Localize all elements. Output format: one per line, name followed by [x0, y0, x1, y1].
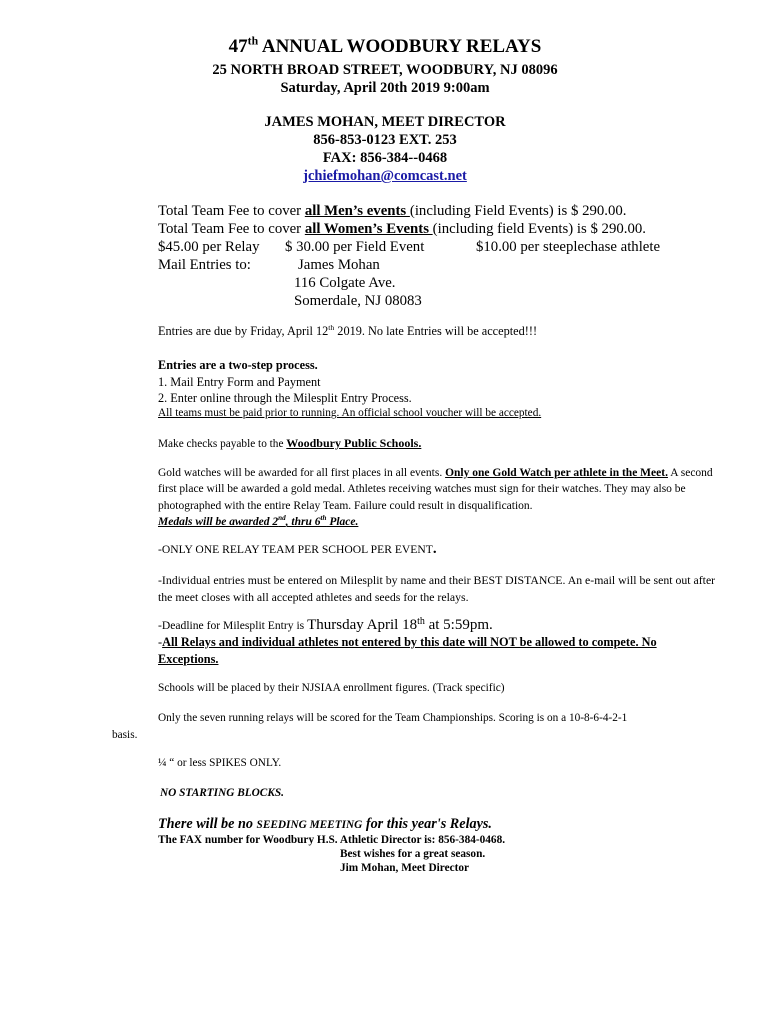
deadline-pre: -Deadline for Milesplit Entry is: [158, 619, 308, 632]
deadline-time: at 5:59pm.: [424, 617, 493, 633]
men-fee-pre: Total Team Fee to cover: [158, 203, 305, 219]
men-fee-emphasis: all Men’s events: [304, 203, 410, 219]
scoring-rule-continued: basis.: [112, 729, 138, 741]
no-seeding-meeting: [158, 816, 492, 833]
title-text: ANNUAL WOODBURY RELAYS: [258, 36, 542, 57]
due-sup: th: [328, 322, 335, 332]
relay-fee: $45.00 per Relay: [158, 239, 260, 255]
women-fee-emphasis: all Women’s Events: [304, 221, 433, 237]
director-fax: FAX: 856-384--0468: [322, 150, 448, 166]
checks-payee: Woodbury Public Schools.: [286, 436, 422, 450]
medals-post: Place.: [326, 516, 359, 529]
one-relay-dot: .: [432, 541, 437, 557]
athletic-director-fax: The FAX number for Woodbury H.S. Athletic Director is: 856-384-0468.: [158, 834, 506, 846]
deadline-sup: th: [417, 616, 425, 628]
one-relay-text: -ONLY ONE RELAY TEAM PER SCHOOL PER EVENT: [158, 543, 433, 556]
signature: Jim Mohan, Meet Director: [340, 862, 470, 874]
medals-pre: Medals will be awarded 2: [158, 516, 279, 529]
process-heading: Entries are a two-step process.: [158, 358, 318, 372]
not-entered-dash: -: [158, 635, 163, 649]
director-phone: 856-853-0123 EXT. 253: [313, 132, 457, 148]
medals-mid: , thru 6: [285, 516, 321, 529]
payment-note: All teams must be paid prior to running. An official school voucher will be accepted.: [158, 407, 542, 419]
seeding-post: for this year's Relays.: [362, 816, 492, 832]
meet-date: Saturday, April 20th 2019 9:00am: [280, 80, 490, 96]
no-blocks-rule: NO STARTING BLOCKS.: [160, 787, 284, 799]
men-fee-line: [158, 203, 626, 220]
medals-sup-1: nd: [278, 514, 286, 523]
not-entered-rule: [158, 634, 718, 667]
process-step-1: 1. Mail Entry Form and Payment: [158, 375, 321, 389]
mail-entries-label: Mail Entries to:: [158, 257, 251, 273]
watches-post: A second first place will be awarded a gold medal. Athletes receiving watches must sign for their watches. They may also be photographed with the entire Relay Team. Failure could result in disqualification.: [158, 467, 713, 512]
mail-street: 116 Colgate Ave.: [294, 275, 396, 291]
title-number: 47: [228, 36, 248, 57]
medals-line: [158, 516, 358, 528]
director-email-link[interactable]: jchiefmohan@comcast.net: [303, 168, 467, 184]
checks-payable: [158, 436, 421, 451]
medals-sup-2: th: [320, 514, 327, 523]
spikes-rule: ¼ “ or less SPIKES ONLY.: [158, 757, 282, 769]
men-fee-post: (including Field Events) is $ 290.00.: [409, 203, 627, 219]
field-event-fee: $ 30.00 per Field Event: [285, 239, 425, 255]
watches-emphasis: Only one Gold Watch per athlete in the Meet.: [445, 467, 668, 479]
meet-director: JAMES MOHAN, MEET DIRECTOR: [264, 114, 506, 130]
email-line: [0, 168, 770, 185]
one-relay-rule: [158, 541, 437, 558]
seeding-small: SEEDING MEETING: [256, 819, 363, 831]
title-superscript: th: [247, 34, 259, 48]
deadline-rule: [158, 617, 493, 634]
best-wishes: Best wishes for a great season.: [340, 848, 486, 860]
document-title: [0, 36, 770, 58]
checks-pre: Make checks payable to the: [158, 438, 287, 450]
due-post: 2019. No late Entries will be accepted!!!: [334, 324, 538, 338]
watches-paragraph: [158, 465, 718, 531]
deadline-date: Thursday April 18: [307, 617, 418, 633]
women-fee-line: [158, 221, 646, 238]
meet-address: 25 NORTH BROAD STREET, WOODBURY, NJ 08096: [212, 62, 558, 78]
due-pre: Entries are due by Friday, April 12: [158, 324, 329, 338]
not-entered-text: All Relays and individual athletes not entered by this date will NOT be allowed to compete. No Exceptions.: [158, 635, 657, 666]
watches-pre: Gold watches will be awarded for all first places in all events.: [158, 467, 446, 479]
mail-city: Somerdale, NJ 08083: [294, 293, 422, 309]
women-fee-pre: Total Team Fee to cover: [158, 221, 305, 237]
process-step-2: 2. Enter online through the Milesplit Entry Process.: [158, 391, 412, 405]
enrollment-rule: Schools will be placed by their NJSIAA enrollment figures. (Track specific): [158, 682, 505, 694]
women-fee-post: (including field Events) is $ 290.00.: [432, 221, 646, 237]
individual-entries-text: -Individual entries must be entered on Milesplit by name and their BEST DISTANCE. An e-mail will be sent out after the meet closes with all accepted athletes and seeds for the relays.: [158, 573, 716, 604]
seeding-pre: There will be no: [158, 816, 257, 832]
individual-entries-rule: [158, 572, 728, 606]
mail-name: James Mohan: [298, 257, 380, 273]
scoring-rule: Only the seven running relays will be scored for the Team Championships. Scoring is on a 10-8-6-4-2-1: [158, 712, 628, 724]
entries-due: [158, 324, 537, 339]
steeplechase-fee: $10.00 per steeplechase athlete: [476, 239, 661, 255]
